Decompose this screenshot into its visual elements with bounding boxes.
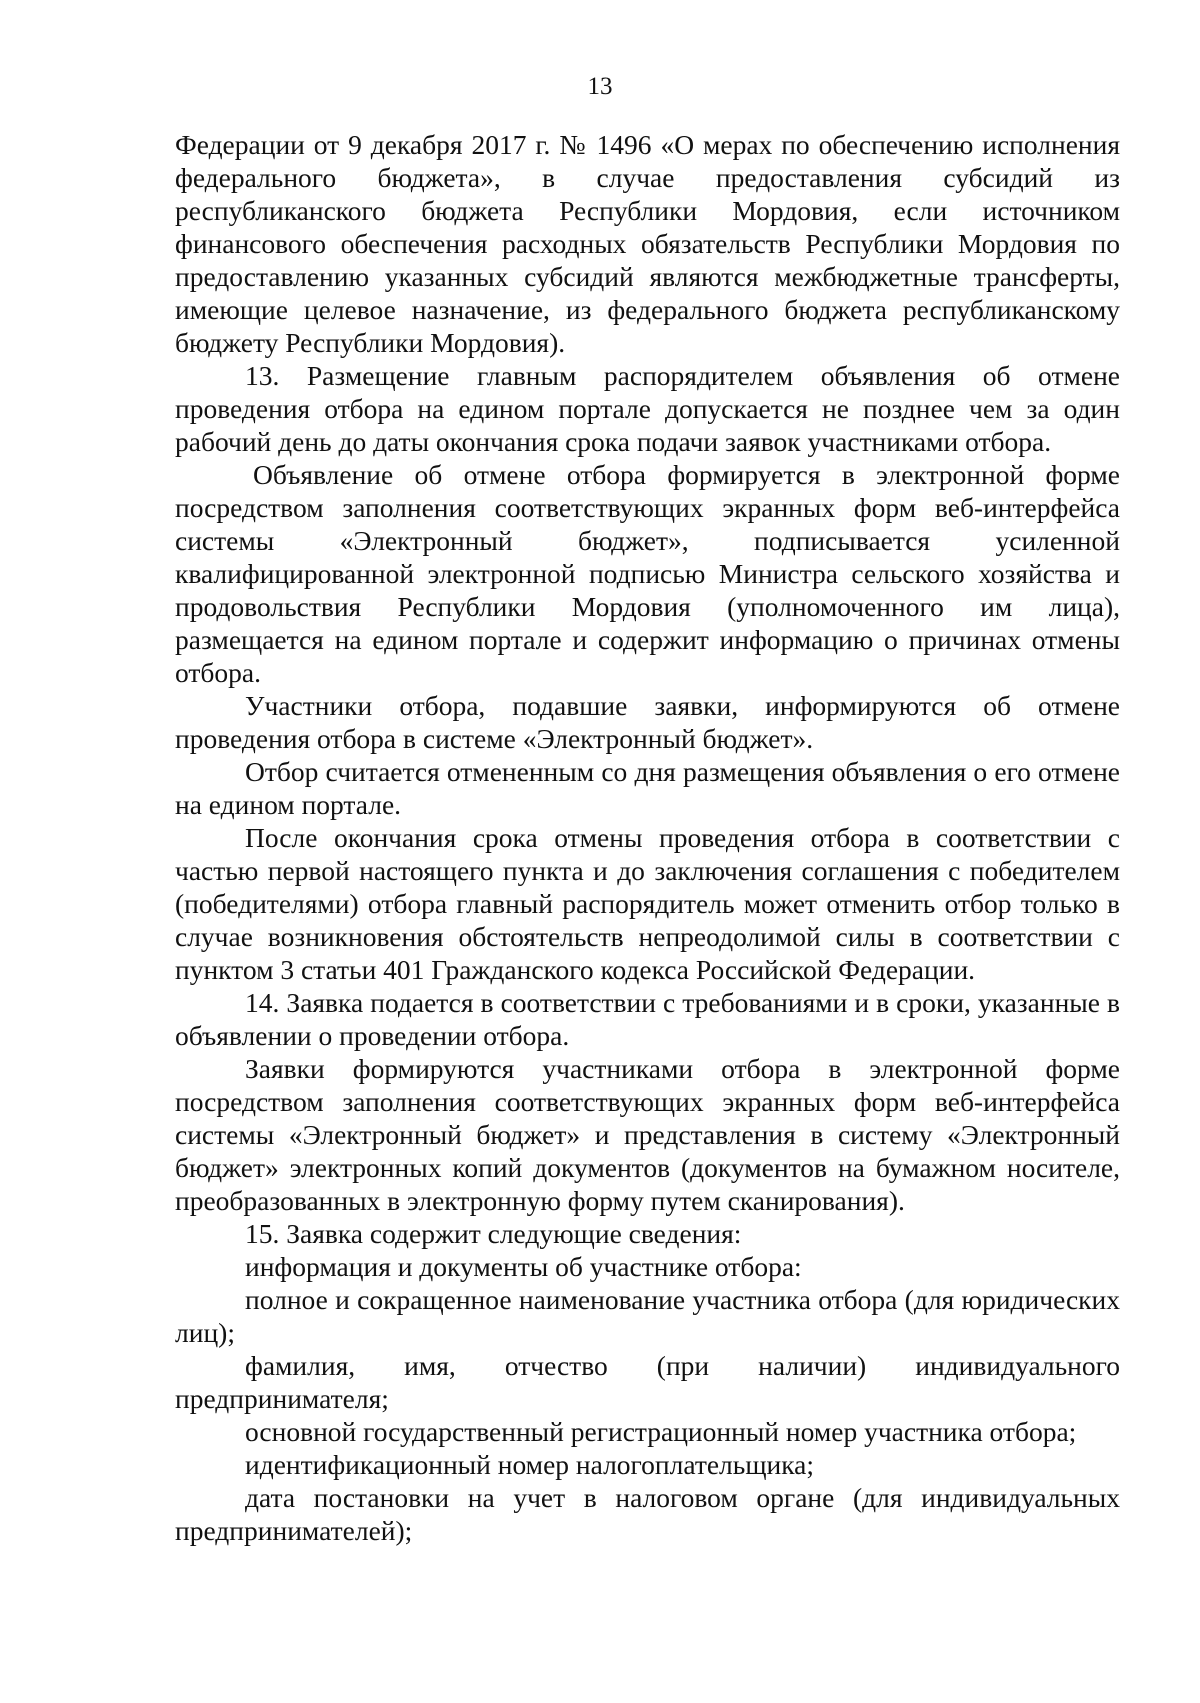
list-item: фамилия, имя, отчество (при наличии) индивидуального предпринимателя;	[175, 1350, 1120, 1414]
paragraph-continuation: Федерации от 9 декабря 2017 г. № 1496 «О мерах по обеспечению исполнения федерального бюджета», в случае предоставления субсидий из республиканского бюджета Республики Мордовия, если источником финансового обеспечения расходных обязательств Республики Мордовия по предоставлению указанных субсидий являются межбюджетные трансферты, имеющие целевое назначение, из федерального бюджета республиканскому бюджету Республики Мордовия).	[175, 129, 1120, 358]
paragraph-applications-formed: Заявки формируются участниками отбора в электронной форме посредством заполнения соответствующих экранных форм веб-интерфейса системы «Электронный бюджет» и представления в систему «Электронный бюджет» электронных копий документов (документов на бумажном носителе, преобразованных в электронную форму путем сканирования).	[175, 1053, 1120, 1216]
paragraph-item-14: 14. Заявка подается в соответствии с требованиями и в сроки, указанные в объявлении о проведении отбора.	[175, 987, 1120, 1051]
list-item: информация и документы об участнике отбора:	[245, 1251, 802, 1282]
paragraph-participants-informed: Участники отбора, подавшие заявки, информируются об отмене проведения отбора в системе «Электронный бюджет».	[175, 690, 1120, 754]
list-item: полное и сокращенное наименование участника отбора (для юридических лиц);	[175, 1284, 1120, 1348]
list-item: основной государственный регистрационный номер участника отбора;	[245, 1416, 1077, 1447]
document-body	[175, 128, 1120, 1547]
page-number: 13	[587, 73, 613, 100]
paragraph-cancellation-notice: Объявление об отмене отбора формируется в электронной форме посредством заполнения соответствующих экранных форм веб-интерфейса системы «Электронный бюджет», подписывается усиленной квалифицированной электронной подписью Министра сельского хозяйства и продовольствия Республики Мордовия (уполномоченного им лица), размещается на едином портале и содержит информацию о причинах отмены отбора.	[175, 459, 1120, 688]
paragraph-selection-cancelled: Отбор считается отмененным со дня размещения объявления о его отмене на едином портале.	[175, 756, 1120, 820]
paragraph-item-15: 15. Заявка содержит следующие сведения:	[245, 1218, 742, 1249]
list-item: дата постановки на учет в налоговом органе (для индивидуальных предпринимателей);	[175, 1482, 1120, 1546]
paragraph-item-13: 13. Размещение главным распорядителем объявления об отмене проведения отбора на едином портале допускается не позднее чем за один рабочий день до даты окончания срока подачи заявок участниками отбора.	[175, 360, 1120, 457]
paragraph-after-cancellation-period: После окончания срока отмены проведения отбора в соответствии с частью первой настоящего пункта и до заключения соглашения с победителем (победителями) отбора главный распорядитель может отменить отбор только в случае возникновения обстоятельств непреодолимой силы в соответствии с пунктом 3 статьи 401 Гражданского кодекса Российской Федерации.	[175, 822, 1120, 985]
list-item: идентификационный номер налогоплательщика;	[245, 1449, 815, 1480]
